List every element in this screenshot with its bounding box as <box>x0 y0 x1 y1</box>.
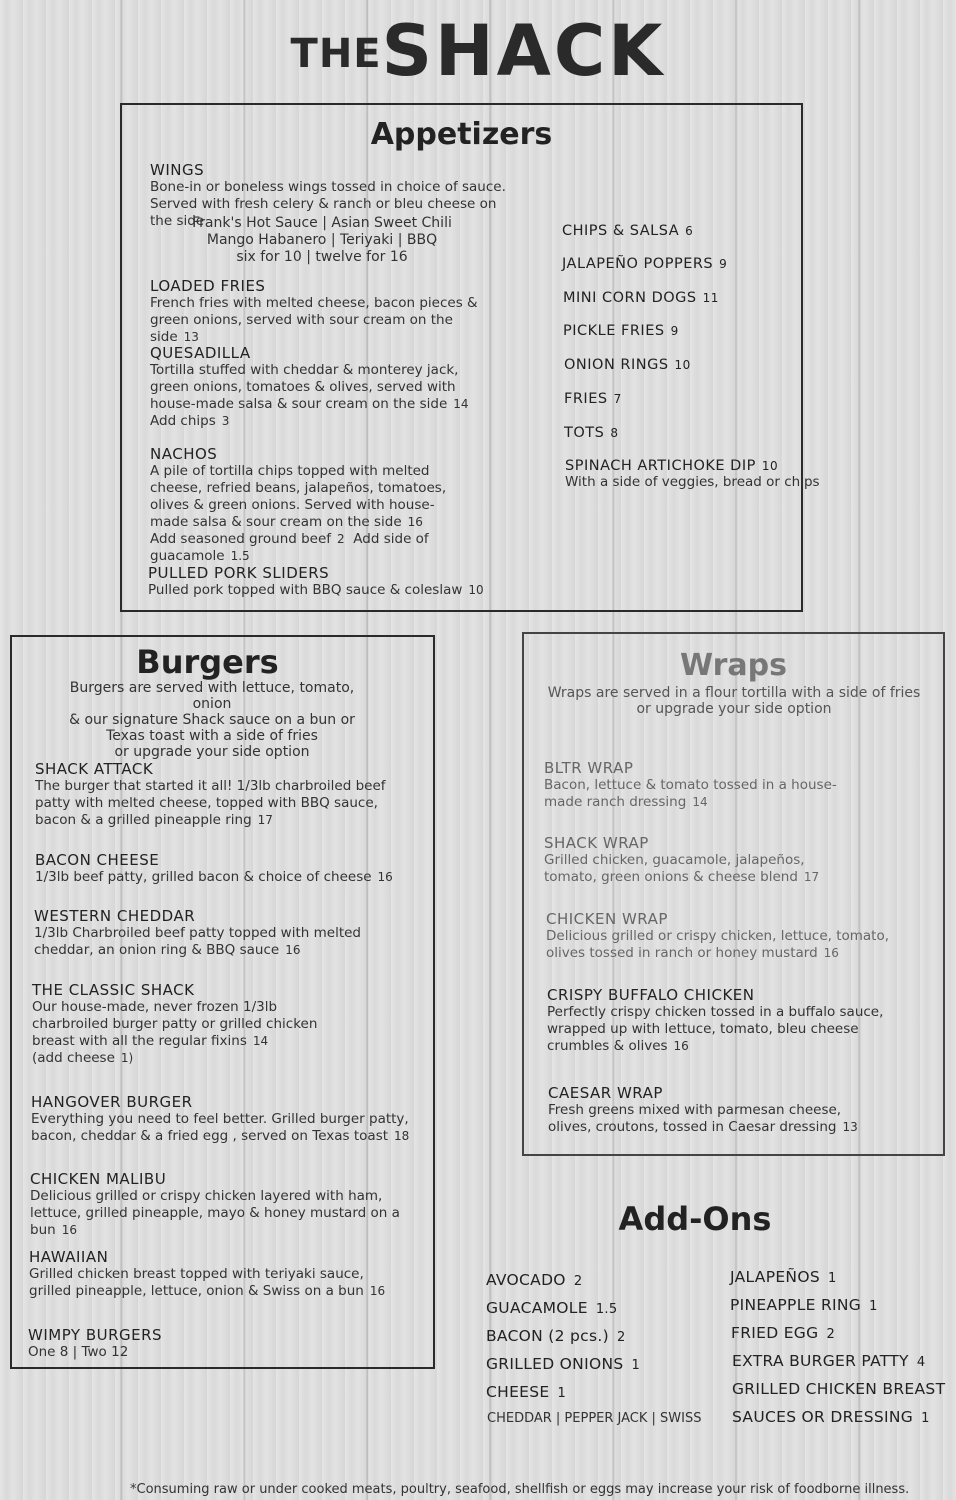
wraps-intro: Wraps are served in a flour tortilla with a side of fries or upgrade your side option <box>547 685 921 717</box>
addon-fried-egg: FRIED EGG 2 <box>731 1324 836 1342</box>
item-extra-price: 3 <box>221 414 230 428</box>
addon-sauces-or-dressing: SAUCES OR DRESSING 1 <box>732 1408 930 1426</box>
item-description: French fries with melted cheese, bacon pieces & green onions, served with sour cream on the side <box>150 295 478 345</box>
logo-the-text: THE <box>290 31 382 77</box>
side-item-chips-salsa: CHIPS & SALSA 6 <box>562 223 694 239</box>
item-price: 16 <box>407 515 423 529</box>
addons-title: Add-Ons <box>618 1200 772 1238</box>
logo-shack-text: SHACK <box>381 10 666 92</box>
item-name: LOADED FRIES <box>150 277 266 295</box>
menu-item-bacon-cheese: BACON CHEESE 1/3lb beef patty, grilled bacon & choice of cheese 16 <box>35 851 393 885</box>
side-item-spinach-artichoke-dip: SPINACH ARTICHOKE DIP 10 With a side of veggies, bread or chips <box>565 458 820 490</box>
menu-item-caesar-wrap: CAESAR WRAP Fresh greens mixed with parmesan cheese, olives, croutons, tossed in Caesar dressing 13 <box>548 1084 858 1135</box>
wing-sauces <box>162 215 482 266</box>
addon-grilled-chicken-breast: GRILLED CHICKEN BREAST <box>732 1380 946 1398</box>
food-safety-footnote: *Consuming raw or under cooked meats, poultry, seafood, shellfish or eggs may increase your risk of foodborne illness. <box>130 1482 910 1497</box>
wing-sauces-line-1: Frank's Hot Sauce | Asian Sweet Chili <box>192 215 452 231</box>
addon-cheese-options: CHEDDAR | PEPPER JACK | SWISS <box>487 1411 702 1426</box>
menu-item-chicken-wrap: CHICKEN WRAP Delicious grilled or crispy chicken, lettuce, tomato, olives tossed in ranch or honey mustard 16 <box>546 910 890 961</box>
addon-avocado: AVOCADO 2 <box>486 1271 583 1289</box>
side-item-fries: FRIES 7 <box>564 391 622 407</box>
item-extra: Add chips <box>150 413 216 429</box>
addon-jalapenos: JALAPEÑOS 1 <box>730 1268 837 1286</box>
side-item-jalapeno-poppers: JALAPEÑO POPPERS 9 <box>562 256 728 272</box>
menu-item-nachos <box>150 446 530 565</box>
menu-item-quesadilla <box>150 345 485 430</box>
item-description: A pile of tortilla chips topped with melted cheese, refried beans, jalapeños, tomatoes, olives & green onions. Served with house-made salsa & sour cream on the side <box>150 463 447 530</box>
wing-prices: six for 10 | twelve for 16 <box>236 249 408 265</box>
menu-item-shack-wrap: SHACK WRAP Grilled chicken, guacamole, jalapeños, tomato, green onions & cheese blend 17 <box>544 834 820 885</box>
side-item-mini-corn-dogs: MINI CORN DOGS 11 <box>563 290 719 306</box>
item-price: 10 <box>468 583 484 597</box>
appetizers-title: Appetizers <box>370 117 553 152</box>
item-name: QUESADILLA <box>150 344 251 362</box>
item-extra-2-price: 1.5 <box>230 549 250 563</box>
item-name: NACHOS <box>150 445 218 463</box>
item-name: PULLED PORK SLIDERS <box>148 564 330 582</box>
item-description: Tortilla stuffed with cheddar & monterey jack, green onions, tomatoes & olives, served with house-made salsa & sour cream on the side <box>150 362 459 412</box>
menu-item-pulled-pork-sliders <box>148 565 528 599</box>
menu-item-hangover-burger: HANGOVER BURGER Everything you need to feel better. Grilled burger patty, bacon, cheddar & a fried egg , served on Texas toast 18 <box>31 1093 410 1144</box>
wing-sauces-line-2: Mango Habanero | Teriyaki | BBQ <box>206 232 438 248</box>
item-extra-price: 2 <box>337 532 345 546</box>
side-item-pickle-fries: PICKLE FRIES 9 <box>563 323 679 339</box>
menu-item-chicken-malibu: CHICKEN MALIBU Delicious grilled or crispy chicken layered with ham, lettuce, grilled pineapple, mayo & honey mustard on a bun 16 <box>30 1170 400 1238</box>
restaurant-logo <box>0 10 956 92</box>
menu-item-the-classic-shack: THE CLASSIC SHACK Our house-made, never frozen 1/3lb charbroiled burger patty or grilled chicken breast with all the regular fixins 14 (add cheese 1) <box>32 981 318 1066</box>
menu-item-shack-attack: SHACK ATTACK The burger that started it all! 1/3lb charbroiled beef patty with melted cheese, topped with BBQ sauce, bacon & a grilled pineapple ring 17 <box>35 760 386 828</box>
menu-item-crispy-buffalo-chicken: CRISPY BUFFALO CHICKEN Perfectly crispy chicken tossed in a buffalo sauce, wrapped up with lettuce, tomato, bleu cheese crumbles & olives 16 <box>547 986 884 1054</box>
addon-guacamole: GUACAMOLE 1.5 <box>486 1299 618 1317</box>
addon-extra-burger-patty: EXTRA BURGER PATTY 4 <box>732 1352 926 1370</box>
appetizers-panel <box>120 103 820 612</box>
menu-item-hawaiian: HAWAIIAN Grilled chicken breast topped with teriyaki sauce, grilled pineapple, lettuce, onion & Swiss on a bun 16 <box>29 1248 386 1299</box>
addon-cheese: CHEESE 1 <box>486 1383 567 1401</box>
burgers-title: Burgers <box>136 643 279 681</box>
addon-bacon: BACON (2 pcs.) 2 <box>486 1327 626 1345</box>
item-price: 13 <box>183 330 199 344</box>
menu-item-western-cheddar: WESTERN CHEDDAR 1/3lb Charbroiled beef patty topped with melted cheddar, an onion ring & BBQ sauce 16 <box>34 907 361 958</box>
addon-grilled-onions: GRILLED ONIONS 1 <box>486 1355 641 1373</box>
item-description: Bone-in or boneless wings tossed in choice of sauce. Served with fresh celery & ranch or bleu cheese on the side <box>150 179 506 229</box>
side-item-tots: TOTS 8 <box>564 425 619 441</box>
burgers-panel <box>10 635 435 1369</box>
menu-item-wimpy-burgers: WIMPY BURGERS One 8 | Two 12 <box>28 1326 163 1360</box>
wraps-title: Wraps <box>680 648 787 683</box>
item-extra-2: Add side of guacamole <box>150 531 429 564</box>
item-description: Pulled pork topped with BBQ sauce & coleslaw <box>148 582 463 598</box>
item-extra: Add seasoned ground beef <box>150 531 332 547</box>
item-price: 14 <box>453 397 469 411</box>
item-name: WINGS <box>150 161 205 179</box>
side-item-onion-rings: ONION RINGS 10 <box>564 357 691 373</box>
burgers-intro: Burgers are served with lettuce, tomato, onion & our signature Shack sauce on a bun or Texas toast with a side of fries or upgrade your side option <box>69 680 355 760</box>
menu-item-bltr-wrap: BLTR WRAP Bacon, lettuce & tomato tossed in a house-made ranch dressing 14 <box>544 759 837 810</box>
menu-item-loaded-fries <box>150 278 500 346</box>
wraps-panel <box>522 632 945 1156</box>
addon-pineapple-ring: PINEAPPLE RING 1 <box>730 1296 878 1314</box>
